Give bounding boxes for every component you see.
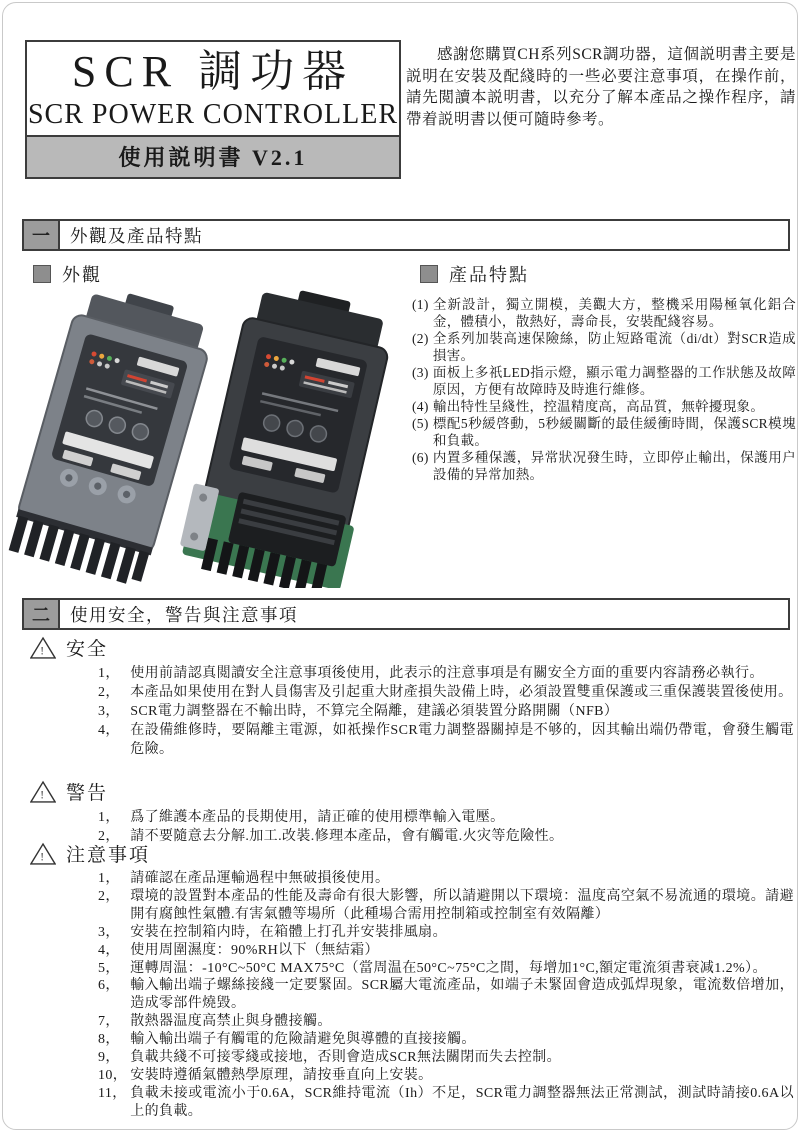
list-item: 7， 散熱器温度高禁止與身體接觸。 (98, 1014, 332, 1030)
list-item: 4， 在設備維修時，要隔離主電源，如祇操作SCR電力調整器關掉是不够的，因其輸出端仍帶電，會發生觸電危險。 (98, 723, 794, 757)
notes-heading (30, 840, 794, 867)
list-item: 11， 負載未接或電流小于0.6A，SCR維持電流（Ih）不足，SCR電力調整器無法正常測試，測試時請接0.6A以上的負載。 (98, 1085, 794, 1119)
section1-title: 外觀及產品特點 (70, 225, 203, 246)
appearance-heading-label: 外觀 (62, 265, 102, 285)
notes-items (98, 870, 794, 1121)
intro-paragraph: 感謝您購買CH系列SCR調功器，這個説明書主要是説明在安裝及配綫時的一些必要注意事項，在操作前，請先閲讀本説明書，以充分了解本產品之操作程序，請帶着説明書以便可隨時參考。 (406, 46, 796, 128)
safety-items (98, 664, 794, 759)
list-item: 2， 本產品如果使用在對人員傷害及引起重大財產損失設備上時，必須設置雙重保護或三重保護裝置後使用。 (98, 685, 793, 700)
feature-item: (3) 面板上多祇LED指示燈，顯示電力調整器的工作狀態及故障原因，方便有故障時及時進行維修。 (412, 365, 796, 397)
list-item: 9， 負載共綫不可接零綫或接地，否則會造成SCR無法關閉而失去控制。 (98, 1050, 562, 1066)
warning-triangle-icon (30, 636, 56, 660)
safety-heading-label: 安全 (66, 639, 109, 660)
feature-item: (4) 輸出特性呈綫性，控温精度高，高品質，無幹擾現象。 (412, 399, 765, 414)
square-bullet-icon (33, 265, 51, 283)
feature-item: (6) 内置多種保護，异常狀况發生時，立即停止輸出，保護用户設備的异常加熱。 (412, 450, 796, 482)
warning-block (30, 778, 794, 846)
list-item: 2， 請不要隨意去分解.加工.改裝.修理本產品，會有觸電.火灾等危險性。 (98, 829, 564, 844)
title-box (25, 40, 401, 179)
feature-item: (2) 全系列加裝高速保險絲，防止短路電流（di/dt）對SCR造成損害。 (412, 331, 796, 363)
svg-text:!: ! (40, 645, 46, 657)
product-title-en: SCR POWER CONTROLLER (27, 99, 399, 130)
features-heading-label: 產品特點 (449, 265, 529, 285)
list-item: 8， 輸入輸出端子有觸電的危險請避免與導體的直接接觸。 (98, 1032, 476, 1048)
warning-heading (30, 778, 794, 805)
section2-header (22, 598, 790, 630)
section2-number-badge: 二 (24, 600, 60, 628)
safety-heading (30, 634, 794, 661)
product-title-zh: SCR 調功器 (71, 47, 355, 96)
list-item: 10， 安裝時遵循氣體熱學原理，請按垂直向上安裝。 (98, 1067, 433, 1083)
list-item: 1， 爲了維護本產品的長期使用，請正確的使用標準輸入電壓。 (98, 810, 505, 825)
svg-text:!: ! (40, 851, 46, 863)
list-item: 3， SCR電力調整器在不輸出時，不算完全隔離，建議必須裝置分路開關（NFB） (98, 704, 619, 719)
notes-heading-label: 注意事項 (66, 845, 151, 866)
safety-block (30, 634, 794, 759)
warning-triangle-icon (30, 842, 56, 866)
product-photos (8, 288, 408, 588)
appearance-heading (33, 261, 102, 287)
feature-item: (5) 標配5秒緩啓動，5秒緩關斷的最佳緩衝時間，保護SCR模塊和負載。 (412, 416, 796, 448)
list-item: 6， 輸入輸出端子螺絲接綫一定要緊固。SCR屬大電流產品，如端子未緊固會造成弧焊現象，電流数倍增加，造成零部件燒毀。 (98, 978, 794, 1012)
section1-number-badge: 一 (24, 221, 60, 249)
list-item: 4， 使用周圍濕度：90%RH以下（無結霜） (98, 942, 379, 958)
feature-item: (1) 全新設計，獨立開模，美觀大方，整機采用陽極氧化鋁合金，體積小，散熱好，壽命長，安裝配綫容易。 (412, 297, 796, 329)
notes-block (30, 840, 794, 1121)
features-heading (420, 261, 529, 287)
manual-version-band: 使用説明書 V2.1 (27, 135, 399, 177)
section1-header (22, 219, 790, 251)
square-bullet-icon (420, 265, 438, 283)
features-list (412, 296, 796, 483)
list-item: 1， 使用前請認真閲讀安全注意事項後使用，此表示的注意事項是有關安全方面的重要内容請務必執行。 (98, 666, 764, 681)
list-item: 3， 安裝在控制箱内時，在箱體上打孔并安裝排風扇。 (98, 924, 447, 940)
section2-title: 使用安全，警告與注意事項 (70, 604, 298, 625)
warning-heading-label: 警告 (66, 783, 109, 804)
list-item: 1， 請確認在產品運輸過程中無破損後使用。 (98, 871, 390, 886)
warning-triangle-icon (30, 780, 56, 804)
svg-text:!: ! (40, 789, 46, 801)
list-item: 2， 環境的設置對本產品的性能及壽命有很大影響，所以請避開以下環境：温度高空氣不易流通的環境。請避開有腐蝕性氣體.有害氣體等場所（此種場合需用控制箱或控制室有效隔離） (98, 888, 794, 922)
list-item: 5， 運轉周温：-10°C~50°C MAX75°C（當周温在50°C~75°C之間，每增加1°C,額定電流須書衰减1.2%）。 (98, 960, 767, 976)
scr-unit-black (176, 288, 404, 588)
